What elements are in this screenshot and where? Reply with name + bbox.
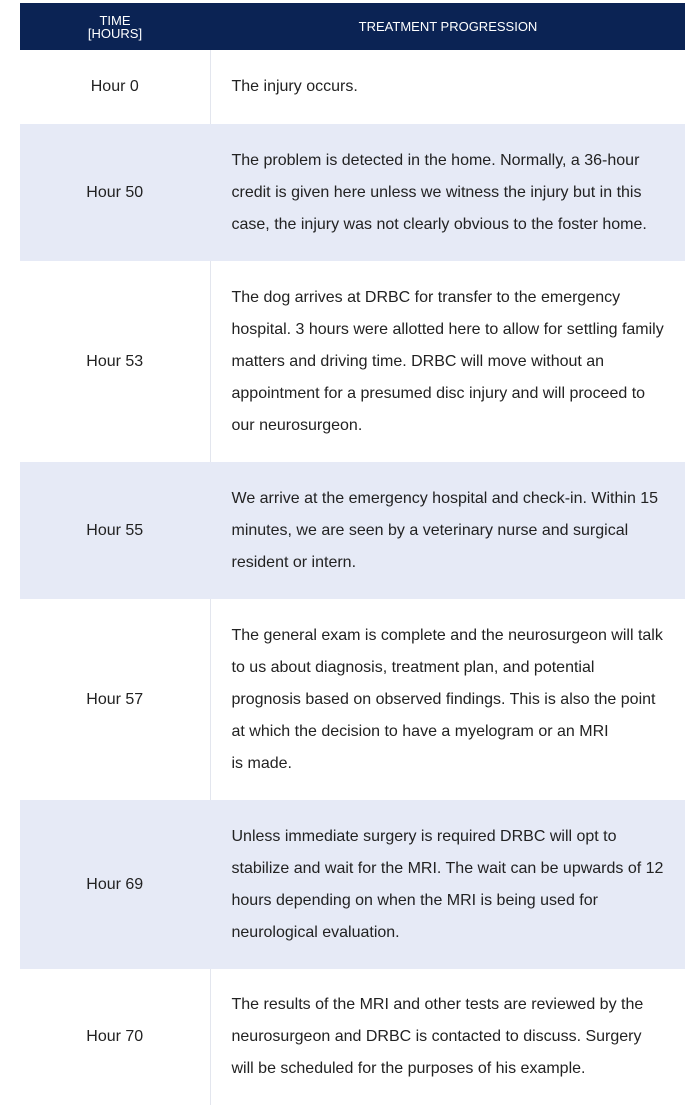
table-row [20,261,685,462]
description-line: matters and driving time. DRBC will move without an [231,352,605,370]
table-row [20,462,685,599]
description-cell [210,462,685,599]
description-line: We arrive at the emergency hospital and check-in. Within 15 [231,489,659,507]
time-cell: Hour 70 [20,969,210,1105]
table-row [20,800,685,969]
description-cell [210,800,685,969]
time-cell: Hour 55 [20,462,210,599]
description-line: The injury occurs. [231,78,358,95]
description-cell [210,261,685,462]
description-line: neurosurgeon and DRBC is contacted to discuss. Surgery [231,1028,642,1045]
time-cell: Hour 53 [20,261,210,462]
description-line: neurological evaluation. [231,923,400,941]
description-line: The results of the MRI and other tests are reviewed by the [231,996,644,1013]
table-row [20,50,685,124]
description-line: case, the injury was not clearly obvious to the foster home. [231,215,647,233]
table-row [20,969,685,1105]
treatment-timeline-table-wrapper [20,3,685,1105]
description-line: Unless immediate surgery is required DRBC will opt to [231,827,617,845]
description-line: resident or intern. [231,553,357,571]
time-header-line1: TIME [99,12,131,28]
time-header-line2: [HOURS] [87,25,143,41]
table-row [20,599,685,800]
time-cell: Hour 50 [20,124,210,261]
description-cell [210,969,685,1105]
table-body [20,50,685,1105]
description-cell [210,599,685,800]
description-cell [210,124,685,261]
table-row [20,124,685,261]
description-line: prognosis based on observed findings. This is also the point [231,690,656,708]
description-line: at which the decision to have a myelogram or an MRI [231,722,609,740]
time-column-header [20,3,210,50]
description-line: The general exam is complete and the neurosurgeon will talk [231,626,663,644]
time-cell: Hour 0 [20,50,210,124]
treatment-timeline-table [20,3,685,1105]
table-header [20,3,685,50]
time-cell: Hour 69 [20,800,210,969]
description-line: hospital. 3 hours were allotted here to allow for settling family [231,320,664,338]
description-line: will be scheduled for the purposes of his example. [231,1060,586,1077]
description-line: stabilize and wait for the MRI. The wait can be upwards of 12 [231,859,664,877]
time-cell: Hour 57 [20,599,210,800]
description-cell [210,50,685,124]
description-line: The problem is detected in the home. Normally, a 36-hour [231,151,640,169]
description-line: appointment for a presumed disc injury and will proceed to [231,384,646,402]
description-line: is made. [231,754,292,772]
description-line: The dog arrives at DRBC for transfer to the emergency [231,288,621,306]
description-line: to us about diagnosis, treatment plan, and potential [231,658,595,676]
progression-column-header: TREATMENT PROGRESSION [210,3,685,50]
header-row [20,3,685,50]
description-line: hours depending on when the MRI is being used for [231,891,598,909]
description-line: minutes, we are seen by a veterinary nurse and surgical [231,521,629,539]
description-line: our neurosurgeon. [231,416,363,434]
description-line: credit is given here unless we witness the injury but in this [231,183,642,201]
